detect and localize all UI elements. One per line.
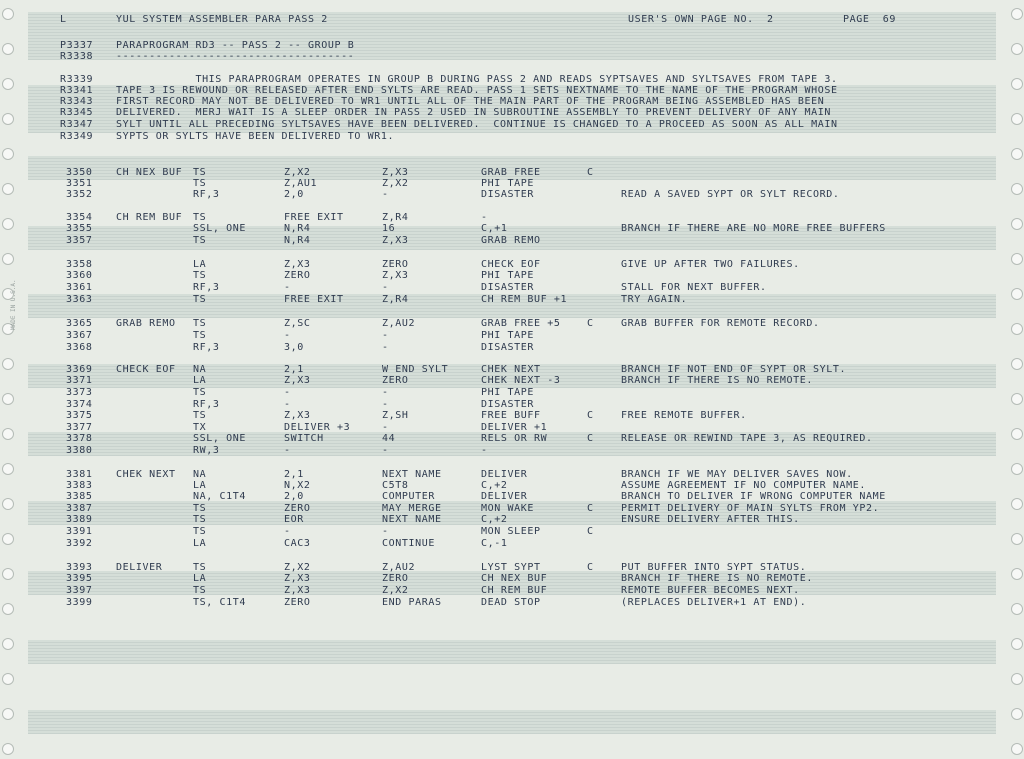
- code-target: PHI TAPE: [481, 387, 534, 398]
- line-number: 3360: [66, 270, 93, 281]
- code-opcode: TS: [193, 330, 207, 341]
- code-operand: -: [284, 387, 291, 398]
- code-operand: Z,AU1: [284, 178, 318, 189]
- line-number: 3378: [66, 433, 93, 444]
- code-operand: ZERO: [284, 503, 311, 514]
- line-number: 3368: [66, 342, 93, 353]
- feed-hole: [1011, 148, 1023, 160]
- code-operand: Z,X3: [382, 167, 409, 178]
- code-operand: C5T8: [382, 480, 409, 491]
- code-operand: CAC3: [284, 538, 311, 549]
- line-number: 3377: [66, 422, 93, 433]
- code-operand: -: [382, 387, 389, 398]
- code-target: DISASTER: [481, 282, 534, 293]
- code-operand: Z,X3: [284, 410, 311, 421]
- code-comment: BRANCH IF THERE ARE NO MORE FREE BUFFERS: [621, 223, 886, 234]
- code-opcode: LA: [193, 538, 207, 549]
- code-comment: BRANCH IF THERE IS NO REMOTE.: [621, 573, 813, 584]
- line-number: 3358: [66, 259, 93, 270]
- line-number: 3385: [66, 491, 93, 502]
- code-target: C,-1: [481, 538, 508, 549]
- code-label: CH NEX BUF: [116, 167, 183, 178]
- code-operand: -: [284, 282, 291, 293]
- code-operand: N,R4: [284, 223, 311, 234]
- feed-hole: [1011, 743, 1023, 755]
- line-number: 3383: [66, 480, 93, 491]
- description-text: DELIVERED. MERJ WAIT IS A SLEEP ORDER IN PASS 2 USED IN SUBROUTINE ASSEMBLY TO PREVENT DELIVERY OF ANY MAIN: [116, 107, 832, 118]
- green-bar: [28, 640, 996, 664]
- tractor-holes-right: [1006, 0, 1024, 759]
- line-number: 3354: [66, 212, 93, 223]
- code-opcode: SSL, ONE: [193, 223, 246, 234]
- code-comment: BRANCH IF NOT END OF SYPT OR SYLT.: [621, 364, 847, 375]
- code-target: DELIVER: [481, 491, 528, 502]
- code-opcode: TS: [193, 503, 207, 514]
- code-operand: DELIVER +3: [284, 422, 351, 433]
- code-operand: EOR: [284, 514, 304, 525]
- code-opcode: RF,3: [193, 399, 220, 410]
- code-operand: Z,X2: [284, 167, 311, 178]
- feed-hole: [1011, 253, 1023, 265]
- code-operand: MAY MERGE: [382, 503, 442, 514]
- code-operand: Z,R4: [382, 294, 409, 305]
- code-target: C,+2: [481, 514, 508, 525]
- code-label: CHEK NEXT: [116, 469, 176, 480]
- user-page-number: USER'S OWN PAGE NO. 2: [628, 14, 774, 25]
- code-target: PHI TAPE: [481, 330, 534, 341]
- code-target: CH REM BUF +1: [481, 294, 568, 305]
- line-number: 3392: [66, 538, 93, 549]
- code-opcode: TS: [193, 178, 207, 189]
- feed-hole: [1011, 43, 1023, 55]
- code-target: GRAB REMO: [481, 235, 541, 246]
- code-target: MON WAKE: [481, 503, 534, 514]
- feed-hole: [1011, 8, 1023, 20]
- code-opcode: TS: [193, 294, 207, 305]
- code-operand: ZERO: [284, 270, 311, 281]
- code-opcode: TS: [193, 410, 207, 421]
- feed-hole: [2, 603, 14, 615]
- feed-hole: [2, 743, 14, 755]
- feed-hole: [1011, 113, 1023, 125]
- code-operand: -: [382, 399, 389, 410]
- code-operand: Z,X3: [284, 375, 311, 386]
- code-operand: -: [382, 330, 389, 341]
- code-comment: PUT BUFFER INTO SYPT STATUS.: [621, 562, 807, 573]
- code-operand: 2,0: [284, 189, 304, 200]
- code-opcode: TS: [193, 318, 207, 329]
- code-opcode: NA: [193, 364, 207, 375]
- code-operand: Z,SH: [382, 410, 409, 421]
- code-opcode: NA: [193, 469, 207, 480]
- line-number: 3395: [66, 573, 93, 584]
- description-text: FIRST RECORD MAY NOT BE DELIVERED TO WR1 UNTIL ALL OF THE MAIN PART OF THE PROGRAM BEING ASSEMBLED HAS BEEN: [116, 96, 825, 107]
- code-opcode: TS: [193, 270, 207, 281]
- code-opcode: RF,3: [193, 189, 220, 200]
- code-operand: Z,X3: [382, 270, 409, 281]
- code-target: RELS OR RW: [481, 433, 548, 444]
- code-opcode: NA, C1T4: [193, 491, 246, 502]
- code-operand: ZERO: [382, 375, 409, 386]
- code-opcode: TX: [193, 422, 207, 433]
- line-number: 3373: [66, 387, 93, 398]
- code-comment: (REPLACES DELIVER+1 AT END).: [621, 597, 807, 608]
- code-target: DELIVER: [481, 469, 528, 480]
- feed-hole: [1011, 358, 1023, 370]
- line-number: P3337: [60, 40, 94, 51]
- code-opcode: RW,3: [193, 445, 220, 456]
- code-opcode: TS: [193, 212, 207, 223]
- feed-hole: [1011, 603, 1023, 615]
- title-text: ------------------------------------: [116, 51, 355, 62]
- code-operand: -: [284, 399, 291, 410]
- code-operand: -: [382, 422, 389, 433]
- code-target: DISASTER: [481, 189, 534, 200]
- feed-hole: [1011, 533, 1023, 545]
- line-number: 3389: [66, 514, 93, 525]
- line-number: 3351: [66, 178, 93, 189]
- code-opcode: TS: [193, 585, 207, 596]
- code-opcode: TS: [193, 514, 207, 525]
- code-operand: NEXT NAME: [382, 514, 442, 525]
- code-comment: GRAB BUFFER FOR REMOTE RECORD.: [621, 318, 820, 329]
- code-label: CHECK EOF: [116, 364, 176, 375]
- code-operand: Z,SC: [284, 318, 311, 329]
- line-number: R3339: [60, 74, 94, 85]
- code-opcode: TS: [193, 562, 207, 573]
- code-operand: -: [284, 526, 291, 537]
- feed-hole: [2, 183, 14, 195]
- line-number: 3371: [66, 375, 93, 386]
- code-operand: N,R4: [284, 235, 311, 246]
- line-number: R3349: [60, 131, 94, 142]
- code-comment: STALL FOR NEXT BUFFER.: [621, 282, 767, 293]
- code-operand: 16: [382, 223, 396, 234]
- code-operand: Z,X3: [382, 235, 409, 246]
- line-number: 3357: [66, 235, 93, 246]
- line-number: 3365: [66, 318, 93, 329]
- feed-hole: [2, 568, 14, 580]
- feed-hole: [2, 708, 14, 720]
- code-opcode: RF,3: [193, 282, 220, 293]
- code-operand: FREE EXIT: [284, 212, 344, 223]
- line-number: R3343: [60, 96, 94, 107]
- line-number: R3347: [60, 119, 94, 130]
- code-operand: END PARAS: [382, 597, 442, 608]
- code-target: PHI TAPE: [481, 178, 534, 189]
- code-comment: BRANCH IF WE MAY DELIVER SAVES NOW.: [621, 469, 853, 480]
- code-comment: PERMIT DELIVERY OF MAIN SYLTS FROM YP2.: [621, 503, 880, 514]
- line-number: 3393: [66, 562, 93, 573]
- code-label: CH REM BUF: [116, 212, 183, 223]
- code-target: C,+1: [481, 223, 508, 234]
- code-comment: ENSURE DELIVERY AFTER THIS.: [621, 514, 800, 525]
- code-operand: 3,0: [284, 342, 304, 353]
- code-target: CH REM BUF: [481, 585, 548, 596]
- code-opcode: LA: [193, 573, 207, 584]
- feed-hole: [1011, 708, 1023, 720]
- code-operand: Z,X2: [382, 585, 409, 596]
- code-flag: C: [587, 526, 594, 537]
- margin-note: MADE IN U.S.A.: [10, 279, 17, 330]
- code-opcode: LA: [193, 259, 207, 270]
- code-operand: -: [382, 189, 389, 200]
- code-operand: NEXT NAME: [382, 469, 442, 480]
- code-comment: RELEASE OR REWIND TAPE 3, AS REQUIRED.: [621, 433, 873, 444]
- line-number: 3374: [66, 399, 93, 410]
- code-operand: Z,X2: [284, 562, 311, 573]
- feed-hole: [2, 218, 14, 230]
- code-operand: -: [284, 445, 291, 456]
- page-number: PAGE 69: [843, 14, 896, 25]
- code-target: C,+2: [481, 480, 508, 491]
- code-target: GRAB FREE +5: [481, 318, 561, 329]
- line-number: 3363: [66, 294, 93, 305]
- code-comment: REMOTE BUFFER BECOMES NEXT.: [621, 585, 800, 596]
- code-target: CHECK EOF: [481, 259, 541, 270]
- code-operand: FREE EXIT: [284, 294, 344, 305]
- code-comment: BRANCH TO DELIVER IF WRONG COMPUTER NAME: [621, 491, 886, 502]
- code-opcode: TS: [193, 235, 207, 246]
- feed-hole: [1011, 568, 1023, 580]
- feed-hole: [1011, 673, 1023, 685]
- listing-title: YUL SYSTEM ASSEMBLER PARA PASS 2: [116, 14, 328, 25]
- line-number: 3369: [66, 364, 93, 375]
- code-target: DISASTER: [481, 399, 534, 410]
- line-number: 3387: [66, 503, 93, 514]
- code-flag: C: [587, 562, 594, 573]
- line-number: 3391: [66, 526, 93, 537]
- code-operand: -: [382, 445, 389, 456]
- code-target: -: [481, 445, 488, 456]
- code-operand: 44: [382, 433, 396, 444]
- code-opcode: LA: [193, 480, 207, 491]
- feed-hole: [1011, 638, 1023, 650]
- line-number: 3367: [66, 330, 93, 341]
- feed-hole: [2, 533, 14, 545]
- code-opcode: LA: [193, 375, 207, 386]
- code-comment: READ A SAVED SYPT OR SYLT RECORD.: [621, 189, 840, 200]
- code-operand: Z,AU2: [382, 318, 416, 329]
- code-comment: GIVE UP AFTER TWO FAILURES.: [621, 259, 800, 270]
- feed-hole: [2, 428, 14, 440]
- code-opcode: TS, C1T4: [193, 597, 246, 608]
- code-opcode: TS: [193, 167, 207, 178]
- feed-hole: [2, 8, 14, 20]
- feed-hole: [2, 498, 14, 510]
- code-opcode: SSL, ONE: [193, 433, 246, 444]
- code-operand: Z,AU2: [382, 562, 416, 573]
- code-target: GRAB FREE: [481, 167, 541, 178]
- feed-hole: [2, 43, 14, 55]
- code-target: PHI TAPE: [481, 270, 534, 281]
- code-flag: C: [587, 503, 594, 514]
- green-bar: [28, 710, 996, 734]
- code-opcode: TS: [193, 387, 207, 398]
- feed-hole: [2, 393, 14, 405]
- feed-hole: [2, 253, 14, 265]
- page-marker: L: [60, 14, 67, 25]
- line-number: 3399: [66, 597, 93, 608]
- code-operand: Z,X3: [284, 585, 311, 596]
- code-operand: N,X2: [284, 480, 311, 491]
- feed-hole: [1011, 78, 1023, 90]
- line-number: 3381: [66, 469, 93, 480]
- code-target: -: [481, 212, 488, 223]
- feed-hole: [2, 148, 14, 160]
- code-operand: Z,X3: [284, 573, 311, 584]
- code-operand: SWITCH: [284, 433, 324, 444]
- code-target: MON SLEEP: [481, 526, 541, 537]
- code-label: GRAB REMO: [116, 318, 176, 329]
- line-number: 3355: [66, 223, 93, 234]
- line-number: 3350: [66, 167, 93, 178]
- line-number: R3341: [60, 85, 94, 96]
- feed-hole: [2, 113, 14, 125]
- line-number: 3361: [66, 282, 93, 293]
- feed-hole: [1011, 183, 1023, 195]
- code-operand: ZERO: [382, 573, 409, 584]
- feed-hole: [1011, 218, 1023, 230]
- line-number: R3338: [60, 51, 94, 62]
- code-opcode: RF,3: [193, 342, 220, 353]
- feed-hole: [2, 673, 14, 685]
- code-target: CH NEX BUF: [481, 573, 548, 584]
- code-flag: C: [587, 410, 594, 421]
- line-number: 3380: [66, 445, 93, 456]
- tractor-holes-left: [0, 0, 18, 759]
- code-operand: -: [382, 282, 389, 293]
- code-operand: -: [382, 342, 389, 353]
- line-number: 3375: [66, 410, 93, 421]
- code-operand: -: [382, 526, 389, 537]
- code-target: DISASTER: [481, 342, 534, 353]
- code-operand: W END SYLT: [382, 364, 449, 375]
- code-comment: TRY AGAIN.: [621, 294, 688, 305]
- code-target: LYST SYPT: [481, 562, 541, 573]
- feed-hole: [1011, 463, 1023, 475]
- feed-hole: [2, 638, 14, 650]
- code-operand: COMPUTER: [382, 491, 435, 502]
- code-operand: 2,0: [284, 491, 304, 502]
- code-target: CHEK NEXT -3: [481, 375, 561, 386]
- code-target: FREE BUFF: [481, 410, 541, 421]
- feed-hole: [1011, 323, 1023, 335]
- code-target: DEAD STOP: [481, 597, 541, 608]
- code-operand: Z,X3: [284, 259, 311, 270]
- description-text: SYLT UNTIL ALL PRECEDING SYLTSAVES HAVE BEEN DELIVERED. CONTINUE IS CHANGED TO A PROCEED AS SOON AS ALL MAIN: [116, 119, 838, 130]
- line-number: 3352: [66, 189, 93, 200]
- feed-hole: [2, 463, 14, 475]
- code-opcode: TS: [193, 526, 207, 537]
- line-number: 3397: [66, 585, 93, 596]
- code-operand: 2,1: [284, 364, 304, 375]
- code-operand: ZERO: [284, 597, 311, 608]
- description-text: THIS PARAPROGRAM OPERATES IN GROUP B DURING PASS 2 AND READS SYPTSAVES AND SYLTSAVES FROM TAPE 3.: [116, 74, 838, 85]
- feed-hole: [2, 78, 14, 90]
- code-flag: C: [587, 167, 594, 178]
- code-comment: ASSUME AGREEMENT IF NO COMPUTER NAME.: [621, 480, 866, 491]
- code-operand: Z,X2: [382, 178, 409, 189]
- code-operand: 2,1: [284, 469, 304, 480]
- description-text: SYPTS OR SYLTS HAVE BEEN DELIVERED TO WR1.: [116, 131, 395, 142]
- code-label: DELIVER: [116, 562, 163, 573]
- code-comment: BRANCH IF THERE IS NO REMOTE.: [621, 375, 813, 386]
- code-comment: FREE REMOTE BUFFER.: [621, 410, 747, 421]
- code-operand: CONTINUE: [382, 538, 435, 549]
- code-target: CHEK NEXT: [481, 364, 541, 375]
- code-operand: ZERO: [382, 259, 409, 270]
- code-operand: -: [284, 330, 291, 341]
- code-operand: Z,R4: [382, 212, 409, 223]
- code-flag: C: [587, 318, 594, 329]
- title-text: PARAPROGRAM RD3 -- PASS 2 -- GROUP B: [116, 40, 355, 51]
- feed-hole: [1011, 498, 1023, 510]
- code-flag: C: [587, 433, 594, 444]
- code-target: DELIVER +1: [481, 422, 548, 433]
- feed-hole: [1011, 288, 1023, 300]
- description-text: TAPE 3 IS REWOUND OR RELEASED AFTER END SYLTS ARE READ. PASS 1 SETS NEXTNAME TO THE NAME OF THE PROGRAM WHOSE: [116, 85, 838, 96]
- line-number: R3345: [60, 107, 94, 118]
- feed-hole: [2, 358, 14, 370]
- feed-hole: [1011, 393, 1023, 405]
- feed-hole: [1011, 428, 1023, 440]
